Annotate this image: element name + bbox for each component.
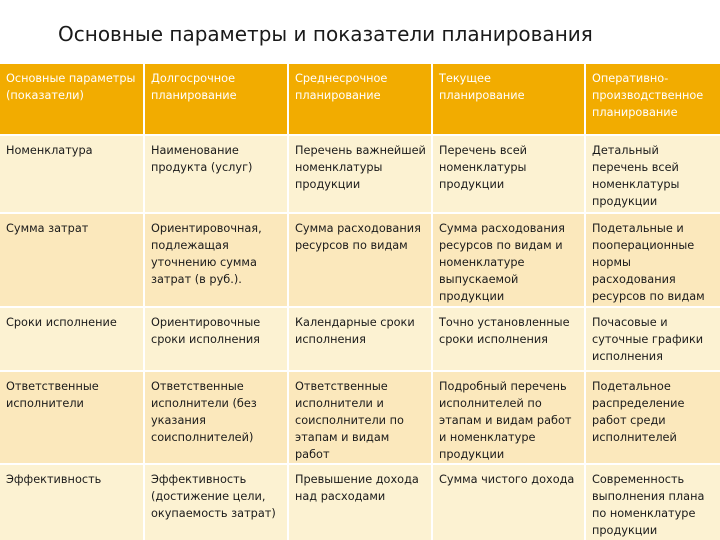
page-title: Основные параметры и показатели планирования	[58, 22, 593, 46]
table-cell: Эффективность (достижение цели, окупаемость затрат)	[144, 464, 288, 540]
table-cell: Подробный перечень исполнителей по этапам и видам работ и номенклатуре продукции	[432, 371, 585, 464]
table-cell: Ответственные исполнители	[0, 371, 144, 464]
table-cell: Календарные сроки исполнения	[288, 307, 432, 371]
table-cell: Сумма расходования ресурсов по видам	[288, 213, 432, 307]
table-cell: Эффективность	[0, 464, 144, 540]
table-cell: Сумма затрат	[0, 213, 144, 307]
table-header-row	[0, 64, 720, 135]
planning-table	[0, 64, 720, 540]
table-cell: Ориентировочная, подлежащая уточнению сумма затрат (в руб.).	[144, 213, 288, 307]
table-row	[0, 464, 720, 540]
table-cell: Современность выполнения плана по номенклатуре продукции	[585, 464, 720, 540]
table-cell: Превышение дохода над расходами	[288, 464, 432, 540]
table-cell: Точно установленные сроки исполнения	[432, 307, 585, 371]
table-cell: Сумма расходования ресурсов по видам и номенклатуре выпускаемой продукции	[432, 213, 585, 307]
table-cell: Перечень важнейшей номенклатуры продукции	[288, 135, 432, 213]
table-row	[0, 307, 720, 371]
table-cell: Подетальные и пооперационные нормы расходования ресурсов по видам	[585, 213, 720, 307]
header-cell: Среднесрочное планирование	[288, 64, 432, 135]
table-cell: Наименование продукта (услуг)	[144, 135, 288, 213]
table-cell: Почасовые и суточные графики исполнения	[585, 307, 720, 371]
table-cell: Подетальное распределение работ среди исполнителей	[585, 371, 720, 464]
table-cell: Сумма чистого дохода	[432, 464, 585, 540]
header-cell: Текущее планирование	[432, 64, 585, 135]
header-cell: Долгосрочное планирование	[144, 64, 288, 135]
table-row	[0, 371, 720, 464]
header-cell: Основные параметры (показатели)	[0, 64, 144, 135]
header-cell: Оперативно-производственное планирование	[585, 64, 720, 135]
table-cell: Ориентировочные сроки исполнения	[144, 307, 288, 371]
table-cell: Ответственные исполнители и соисполнители по этапам и видам работ	[288, 371, 432, 464]
table-cell: Ответственные исполнители (без указания соисполнителей)	[144, 371, 288, 464]
table-row	[0, 135, 720, 213]
table-cell: Перечень всей номенклатуры продукции	[432, 135, 585, 213]
table-cell: Сроки исполнение	[0, 307, 144, 371]
table-row	[0, 213, 720, 307]
table-cell: Номенклатура	[0, 135, 144, 213]
table-cell: Детальный перечень всей номенклатуры продукции	[585, 135, 720, 213]
